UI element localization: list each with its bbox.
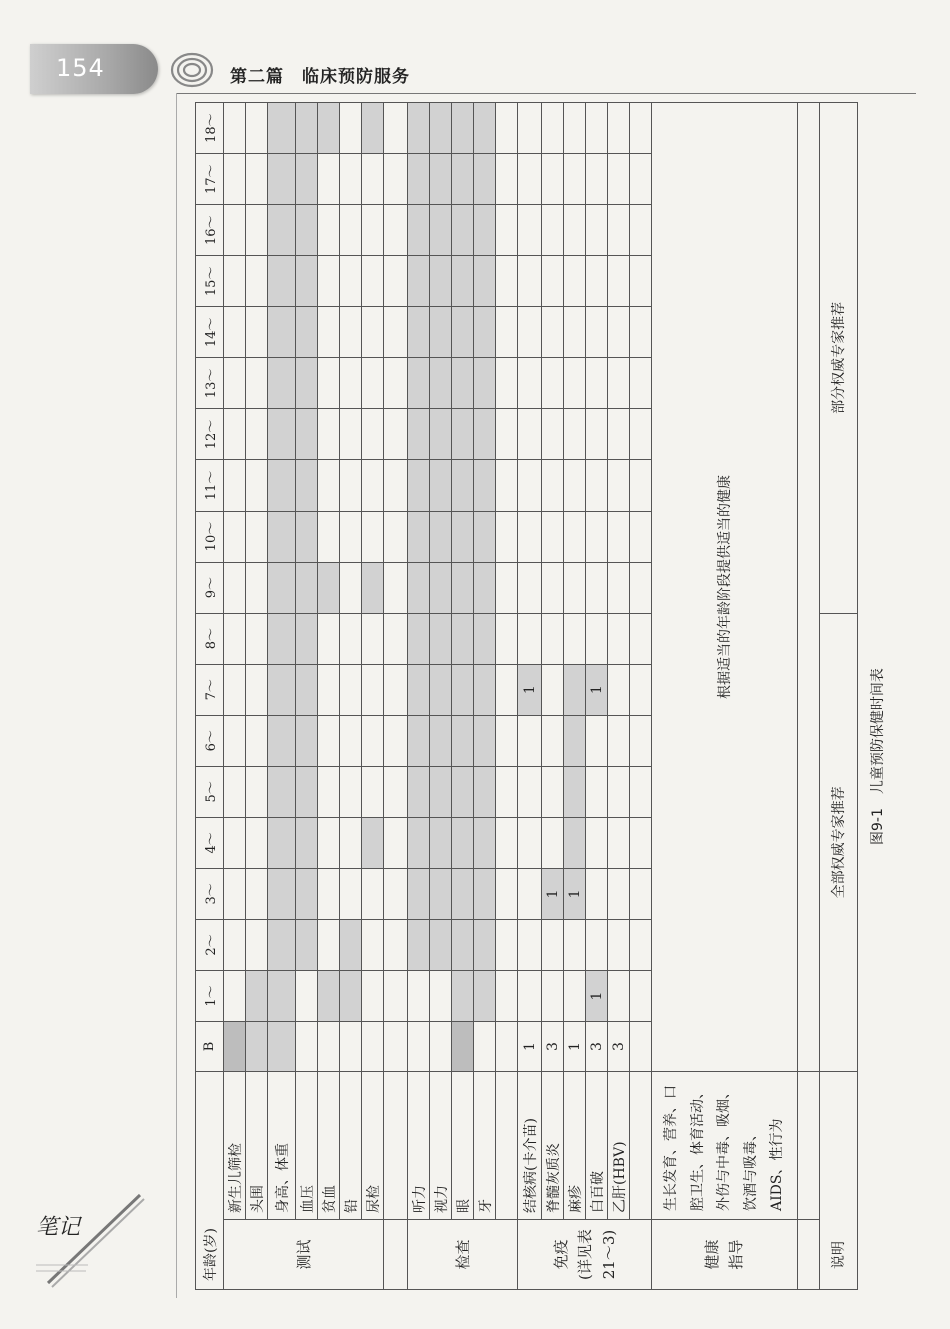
age-cell: 17～ bbox=[196, 154, 224, 205]
item-label: 麻疹 bbox=[564, 1072, 586, 1220]
page-number: 154 bbox=[56, 54, 105, 82]
age-cell: 4～ bbox=[196, 817, 224, 868]
legend-partial: 部分权威专家推荐 bbox=[819, 103, 857, 614]
age-cell: 15～ bbox=[196, 256, 224, 307]
item-label: 贫血 bbox=[318, 1072, 340, 1220]
item-label: 视力 bbox=[430, 1072, 452, 1220]
category-immune-line: 21～3) bbox=[599, 1229, 618, 1280]
age-cell: 1～ bbox=[196, 970, 224, 1021]
dose-value: 1 bbox=[518, 664, 542, 715]
logo-icon bbox=[168, 48, 216, 92]
table-row bbox=[518, 103, 542, 1290]
item-label: 乙肝(HBV) bbox=[608, 1072, 630, 1220]
table-row bbox=[340, 103, 362, 1290]
category-health-line: 健康 bbox=[703, 1239, 722, 1270]
spacer-row bbox=[384, 103, 408, 1290]
figure-caption: 图9-1 儿童预防保健时间表 bbox=[870, 668, 886, 845]
age-header-row bbox=[196, 103, 224, 1290]
category-health bbox=[652, 1220, 798, 1290]
health-guide-span: 根据适当的年龄阶段提供适当的健康 bbox=[652, 103, 798, 1072]
age-cell: 14～ bbox=[196, 307, 224, 358]
item-label: 白百破 bbox=[586, 1072, 608, 1220]
item-label: 新生儿筛检 bbox=[224, 1072, 246, 1220]
table-row bbox=[318, 103, 340, 1290]
dose-value: 1 bbox=[518, 1022, 542, 1072]
item-label: 脊髓灰质炎 bbox=[542, 1072, 564, 1220]
table-row bbox=[652, 103, 798, 1290]
table-row bbox=[452, 103, 474, 1290]
age-cell: 3～ bbox=[196, 868, 224, 919]
table-row bbox=[474, 103, 496, 1290]
dose-value: 1 bbox=[586, 664, 608, 715]
age-cell: 16～ bbox=[196, 205, 224, 256]
item-label: 头围 bbox=[246, 1072, 268, 1220]
dose-value: 3 bbox=[586, 1022, 608, 1072]
category-health-line: 指导 bbox=[727, 1239, 746, 1270]
category-exam: 检查 bbox=[408, 1220, 518, 1290]
item-label: 尿检 bbox=[362, 1072, 384, 1220]
age-cell: 7～ bbox=[196, 664, 224, 715]
notes-label: 笔记 bbox=[36, 1215, 81, 1240]
table-row bbox=[362, 103, 384, 1290]
dose-value: 1 bbox=[586, 970, 608, 1021]
category-immune bbox=[518, 1220, 652, 1290]
legend-full: 全部权威专家推荐 bbox=[819, 613, 857, 1071]
header-divider bbox=[176, 93, 916, 94]
age-cell: 2～ bbox=[196, 919, 224, 970]
dose-value: 3 bbox=[608, 1022, 630, 1072]
table-row bbox=[586, 103, 608, 1290]
item-label: 铅 bbox=[340, 1072, 362, 1220]
notes-header: 说明 bbox=[819, 1072, 857, 1290]
dose-value: 1 bbox=[564, 868, 586, 919]
spacer-row bbox=[797, 103, 819, 1290]
item-label: 听力 bbox=[408, 1072, 430, 1220]
health-guide-topics: 生长发育、营养、口腔卫生、体育活动、外伤与中毒、吸烟、饮酒与吸毒、AIDS、性行为 bbox=[652, 1072, 798, 1220]
dose-value: 3 bbox=[542, 1022, 564, 1072]
age-cell: 11～ bbox=[196, 460, 224, 511]
age-cell: 18～ bbox=[196, 103, 224, 154]
table-row bbox=[430, 103, 452, 1290]
age-cell: 13～ bbox=[196, 358, 224, 409]
table-row bbox=[246, 103, 268, 1290]
table-row bbox=[296, 103, 318, 1290]
age-cell: 12～ bbox=[196, 409, 224, 460]
item-label: 结核病(卡介苗) bbox=[518, 1072, 542, 1220]
spacer-row bbox=[630, 103, 652, 1290]
dose-value: 1 bbox=[542, 868, 564, 919]
spacer-row bbox=[496, 103, 518, 1290]
item-label: 身高、体重 bbox=[268, 1072, 296, 1220]
age-cell: 5～ bbox=[196, 766, 224, 817]
table-row bbox=[819, 103, 857, 1290]
age-cell: 8～ bbox=[196, 613, 224, 664]
age-cell: B bbox=[196, 1022, 224, 1072]
age-cell: 10～ bbox=[196, 511, 224, 562]
item-label: 血压 bbox=[296, 1072, 318, 1220]
category-immune-line: (详见表 bbox=[575, 1229, 594, 1280]
table-row bbox=[268, 103, 296, 1290]
margin-divider bbox=[176, 93, 177, 1298]
category-immune-line: 免疫 bbox=[551, 1239, 570, 1270]
schedule-table bbox=[195, 102, 858, 1290]
prevention-schedule-table bbox=[195, 102, 848, 1290]
age-cell: 9～ bbox=[196, 562, 224, 613]
section-title: 第二篇 临床预防服务 bbox=[230, 67, 410, 87]
table-row bbox=[608, 103, 630, 1290]
category-measure: 测试 bbox=[224, 1220, 384, 1290]
dose-value: 1 bbox=[564, 1022, 586, 1072]
table-row bbox=[224, 103, 246, 1290]
age-header: 年龄(岁) bbox=[196, 1072, 224, 1290]
age-cell: 6～ bbox=[196, 715, 224, 766]
table-row bbox=[542, 103, 564, 1290]
table-row bbox=[408, 103, 430, 1290]
item-label: 眼 bbox=[452, 1072, 474, 1220]
table-row bbox=[564, 103, 586, 1290]
item-label: 牙 bbox=[474, 1072, 496, 1220]
